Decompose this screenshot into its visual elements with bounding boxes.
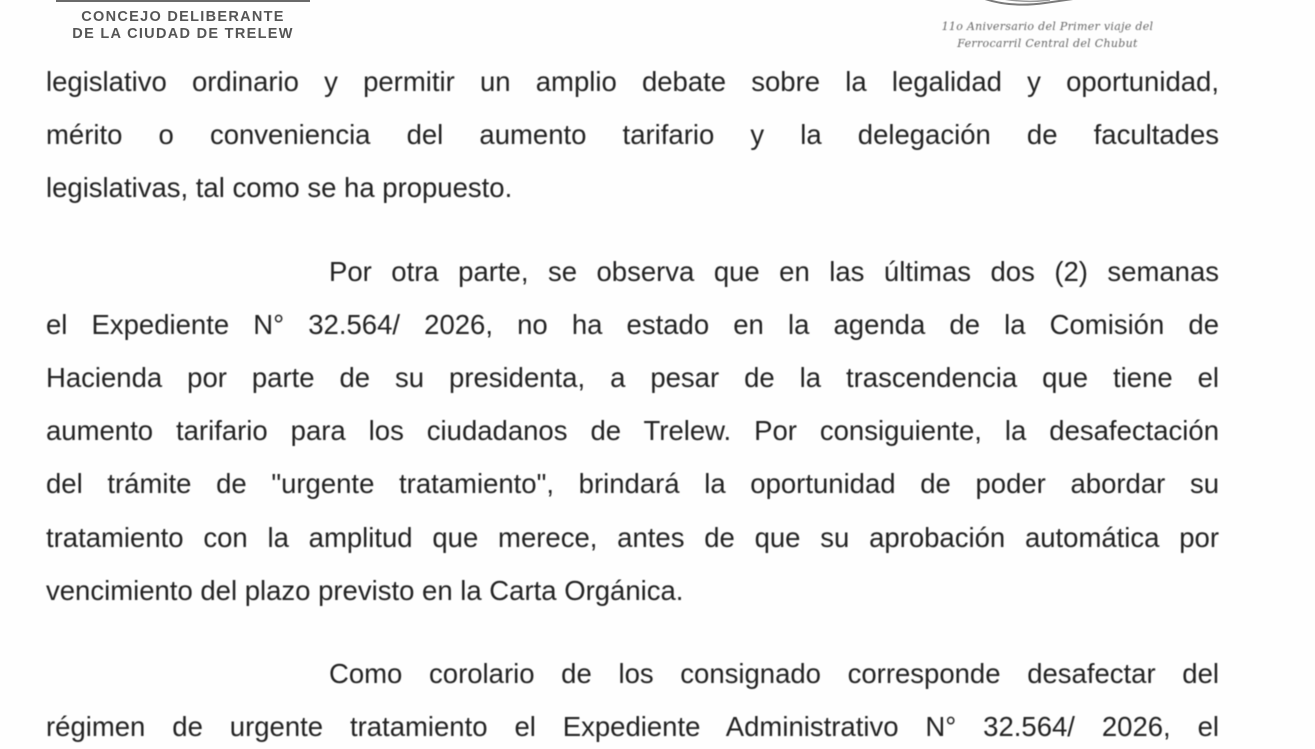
paragraph-3-line: régimen de urgente tratamiento el Expediente Administrativo N° 32.564/ 2026, el bbox=[46, 711, 1219, 743]
paragraph-2-line: del trámite de "urgente tratamiento", brindará la oportunidad de poder abordar su bbox=[46, 468, 1219, 500]
institution-header bbox=[52, 0, 314, 43]
paragraph-2-line: Por otra parte, se observa que en las últimas dos (2) semanas bbox=[329, 255, 1219, 287]
paragraph-2-line: tratamiento con la amplitud que merece, antes de que su aprobación automática por bbox=[46, 521, 1219, 553]
institution-name-line2: DE LA CIUDAD DE TRELEW bbox=[72, 26, 294, 42]
paragraph-3 bbox=[46, 647, 1219, 749]
paragraph-3-line: Como corolario de los consignado corresponde desafectar del bbox=[329, 658, 1219, 690]
motto-header bbox=[905, 0, 1190, 52]
paragraph-2-line: vencimiento del plazo previsto en la Carta Orgánica. bbox=[46, 574, 684, 606]
paragraph-2 bbox=[46, 245, 1219, 617]
header-rule bbox=[56, 0, 310, 2]
document-body bbox=[46, 55, 1219, 749]
paragraph-1-line: legislativas, tal como se ha propuesto. bbox=[46, 172, 513, 204]
paragraph-2-line: el Expediente N° 32.564/ 2026, no ha estado en la agenda de la Comisión de bbox=[46, 308, 1219, 340]
paragraph-2-line: Hacienda por parte de su presidenta, a pesar de la trascendencia que tiene el bbox=[46, 362, 1219, 394]
institution-name-line1: CONCEJO DELIBERANTE bbox=[81, 9, 285, 25]
motto-line2: Ferrocarril Central del Chubut bbox=[957, 37, 1138, 50]
paragraph-spacer bbox=[46, 215, 1219, 245]
paragraph-2-line: aumento tarifario para los ciudadanos de Trelew. Por consiguiente, la desafectación bbox=[46, 415, 1219, 447]
paragraph-1 bbox=[46, 55, 1219, 215]
paragraph-1-line: legislativo ordinario y permitir un amplio debate sobre la legalidad y oportunidad, bbox=[46, 66, 1219, 97]
paragraph-1-line: mérito o conveniencia del aumento tarifario y la delegación de facultades bbox=[46, 119, 1219, 151]
paragraph-spacer bbox=[46, 617, 1219, 647]
motto-line1: 11o Aniversario del Primer viaje del bbox=[941, 20, 1154, 33]
anniversary-motto bbox=[905, 0, 1190, 52]
